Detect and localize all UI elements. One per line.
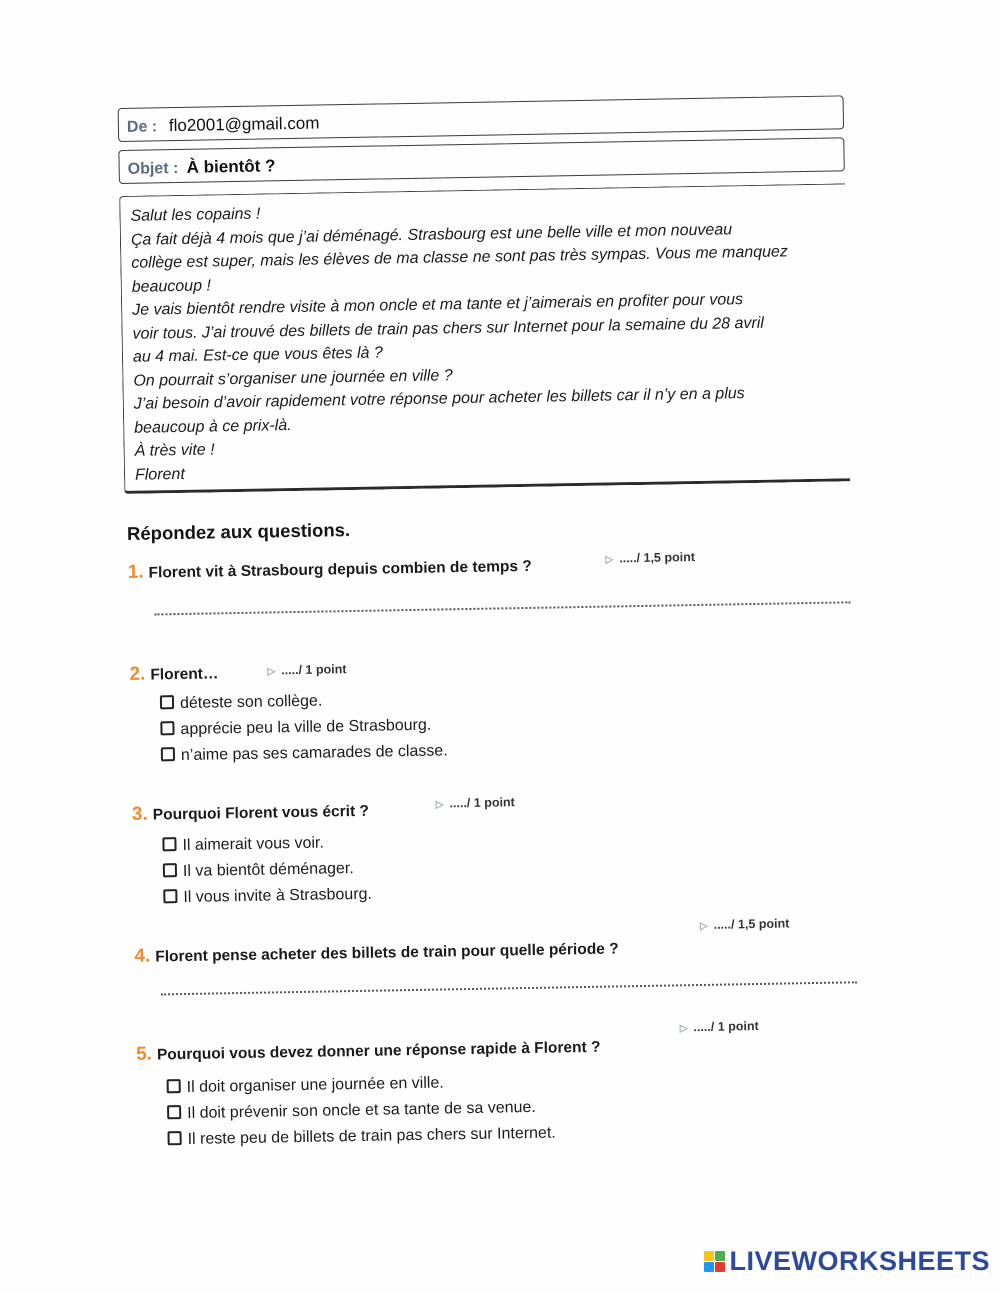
- option-text: Il doit prévenir son oncle et sa tante de sa venue.: [187, 1098, 536, 1122]
- checkbox-icon[interactable]: [160, 695, 174, 709]
- email-body-line: On pourrait s’organiser une journée en ville ?: [133, 366, 453, 390]
- email-body-line: Florent: [134, 465, 185, 484]
- question-number: 1.: [127, 561, 144, 583]
- email-body-line: beaucoup !: [131, 276, 212, 296]
- email-body: [119, 183, 850, 494]
- email-body-line: Je vais bientôt rendre visite à mon oncle et ma tante et j’aimerais en profiter pour vous: [132, 291, 744, 319]
- email-body-line: J’ai besoin d’avoir rapidement votre réponse pour acheter les billets car il n’y en a plus: [133, 385, 745, 413]
- option-text: apprécie peu la ville de Strasbourg.: [180, 716, 432, 739]
- email-body-line: au 4 mai. Est-ce que vous êtes là ?: [132, 344, 384, 366]
- email-body-line: beaucoup à ce prix-là.: [134, 416, 292, 437]
- instructions-heading: Répondez aux questions.: [126, 519, 351, 544]
- question-text: Florent pense acheter des billets de train pour quelle période ?: [155, 940, 619, 966]
- logo-icon: [704, 1251, 725, 1272]
- option-3b[interactable]: [163, 860, 354, 881]
- option-5b[interactable]: [167, 1099, 536, 1123]
- option-text: Il vous invite à Strasbourg.: [183, 885, 373, 907]
- question-3: [132, 800, 369, 826]
- email-body-line: À très vite !: [134, 441, 215, 460]
- option-3c[interactable]: [163, 886, 372, 908]
- option-text: n’aime pas ses camarades de classe.: [180, 742, 448, 765]
- subject-text: À bientôt ?: [186, 156, 276, 177]
- checkbox-icon[interactable]: [160, 721, 174, 735]
- question-4-score: [700, 916, 790, 932]
- arrow-icon: ▷: [699, 920, 708, 932]
- question-2-score: [267, 662, 346, 677]
- option-2c[interactable]: [161, 742, 448, 765]
- checkbox-icon[interactable]: [167, 1131, 181, 1145]
- from-address: flo2001@gmail.com: [168, 113, 320, 136]
- question-3-score: [436, 795, 515, 810]
- question-1-score: [605, 550, 695, 566]
- arrow-icon: ▷: [267, 666, 276, 678]
- subject-label: Objet :: [127, 159, 179, 178]
- email-body-line: collège est super, mais les élèves de ma classe ne sont pas très sympas. Vous me manquez: [131, 243, 789, 272]
- liveworksheets-logo: [704, 1246, 990, 1277]
- answer-line-4[interactable]: [161, 981, 857, 995]
- question-text: Pourquoi vous devez donner une réponse rapide à Florent ?: [156, 1038, 601, 1064]
- email-from-box: [118, 95, 844, 142]
- option-3a[interactable]: [162, 835, 324, 856]
- checkbox-icon[interactable]: [163, 889, 177, 903]
- option-2b[interactable]: [160, 717, 431, 740]
- option-text: déteste son collège.: [179, 692, 323, 713]
- option-text: Il aimerait vous voir.: [182, 834, 325, 855]
- question-text: Florent vit à Strasbourg depuis combien de temps ?: [148, 557, 532, 582]
- checkbox-icon[interactable]: [167, 1105, 181, 1119]
- question-text: Florent…: [150, 665, 219, 684]
- question-5-score: [680, 1019, 759, 1034]
- option-5a[interactable]: [167, 1074, 444, 1097]
- option-5c[interactable]: [167, 1125, 555, 1150]
- option-2a[interactable]: [160, 693, 323, 714]
- checkbox-icon[interactable]: [163, 863, 177, 877]
- email-subject-box: [118, 137, 844, 184]
- question-number: 5.: [135, 1043, 153, 1065]
- question-number: 4.: [134, 945, 151, 967]
- email-body-line: voir tous. J’ai trouvé des billets de train pas chers sur Internet pour la semaine du 28 avril: [132, 314, 765, 343]
- question-5: [136, 1036, 601, 1066]
- checkbox-icon[interactable]: [161, 747, 175, 761]
- arrow-icon: ▷: [679, 1023, 688, 1035]
- option-text: Il va bientôt déménager.: [182, 860, 354, 881]
- question-1: [128, 555, 532, 584]
- score-text: ...../ 1 point: [449, 795, 515, 811]
- option-text: Il doit organiser une journée en ville.: [186, 1074, 444, 1096]
- score-text: ...../ 1 point: [693, 1018, 759, 1035]
- option-text: Il reste peu de billets de train pas chers sur Internet.: [187, 1124, 556, 1148]
- logo-text: LIVEWORKSHEETS: [729, 1246, 990, 1276]
- checkbox-icon[interactable]: [162, 837, 176, 851]
- checkbox-icon[interactable]: [167, 1079, 181, 1093]
- from-label: De :: [126, 118, 158, 136]
- answer-line-1[interactable]: [154, 601, 850, 615]
- arrow-icon: ▷: [435, 799, 444, 811]
- question-number: 3.: [131, 803, 148, 825]
- arrow-icon: ▷: [605, 554, 614, 566]
- score-text: ...../ 1,5 point: [713, 916, 790, 932]
- question-4: [134, 937, 619, 967]
- email-body-line: Salut les copains !: [130, 205, 261, 225]
- email-body-line: Ça fait déjà 4 mois que j’ai déménagé. Strasbourg est une belle ville et mon nouveau: [130, 220, 733, 249]
- question-text: Pourquoi Florent vous écrit ?: [152, 802, 370, 824]
- question-number: 2.: [129, 663, 146, 685]
- score-text: ...../ 1,5 point: [619, 550, 696, 566]
- question-2: [129, 662, 218, 686]
- score-text: ...../ 1 point: [281, 662, 347, 678]
